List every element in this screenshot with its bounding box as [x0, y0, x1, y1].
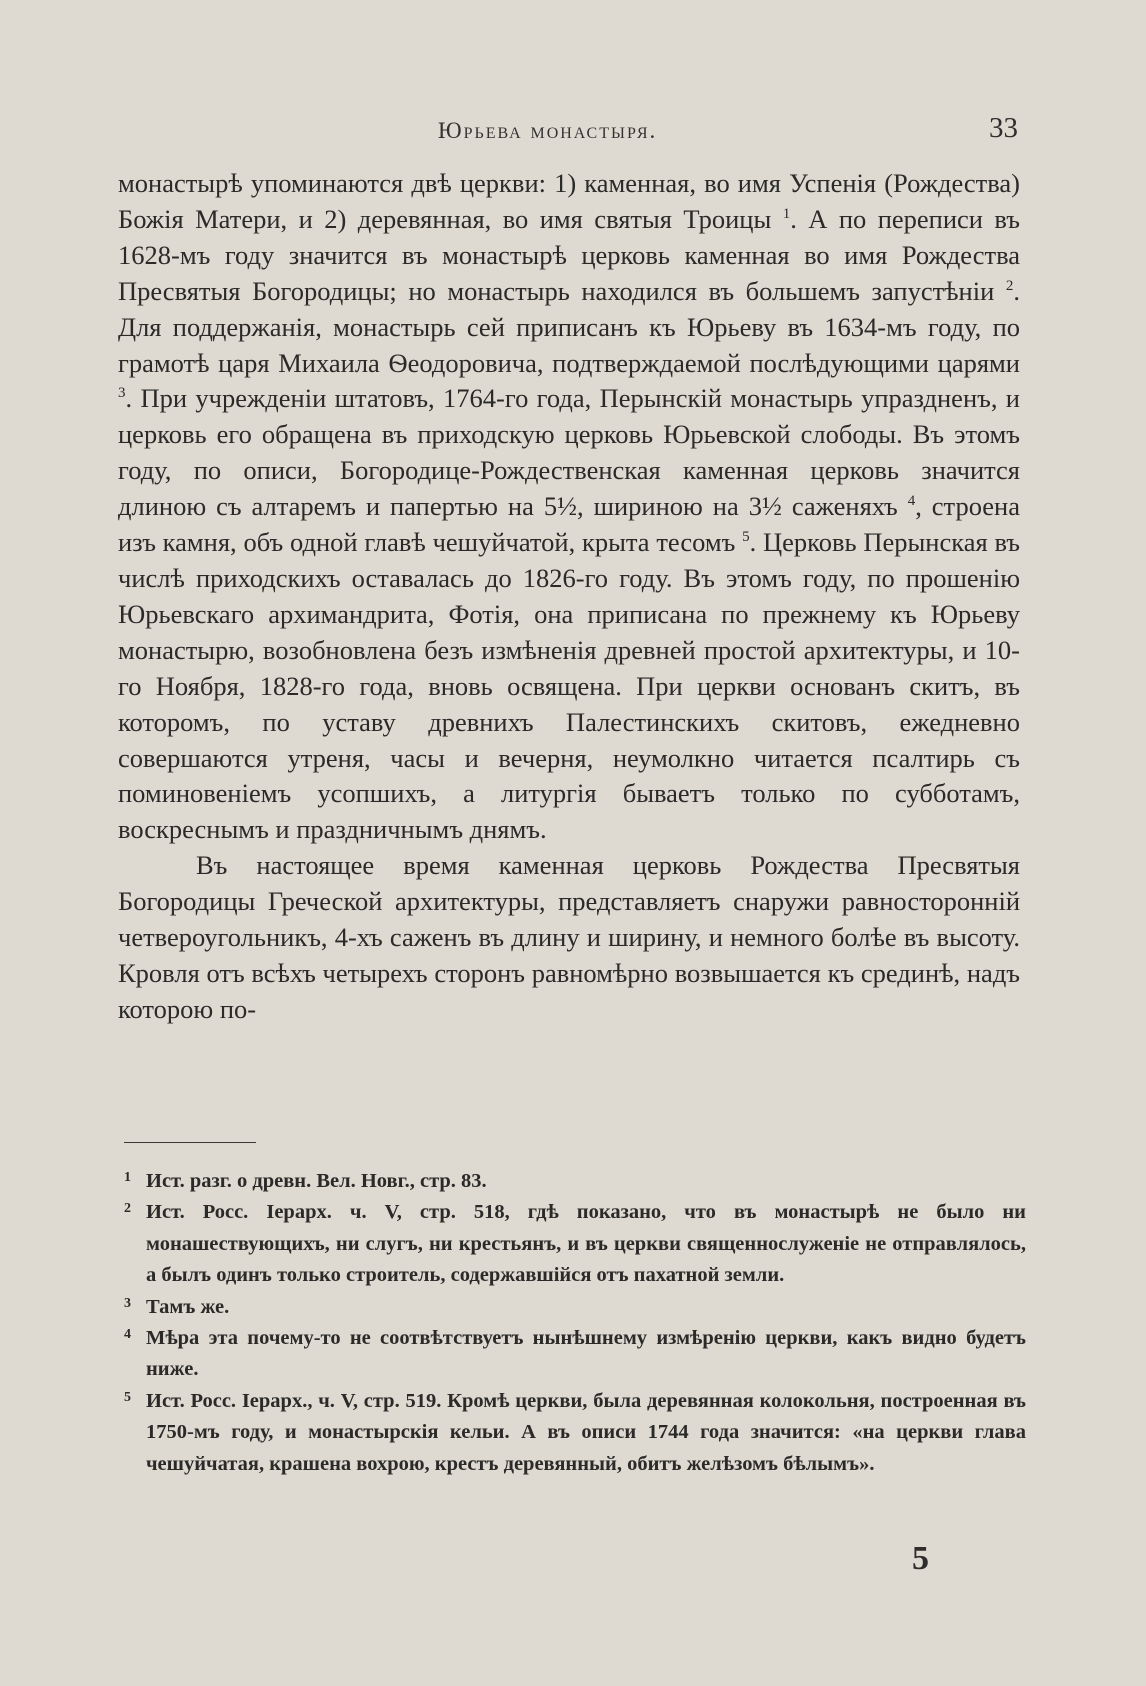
footnote [124, 1323, 1026, 1386]
footnote-mark: 5 [124, 1389, 131, 1405]
footnote-mark: 2 [124, 1201, 131, 1217]
footnote-mark: 3 [124, 1295, 131, 1311]
paragraph [118, 848, 1020, 1028]
signature-mark: 5 [912, 1540, 929, 1577]
footnote-text: Ист. Росс. Іерарх. ч. V, стр. 518, гдѣ показано, что въ монастырѣ не было ни монашествующихъ, ни слугъ, ни крестьянъ, и въ церкви священнослуженіе не отправлялось, а былъ одинъ только строитель, содержавшійся отъ пахатной земли. [146, 1201, 1026, 1287]
footnotes [124, 1166, 1026, 1480]
text-run: , строена изъ камня, объ одной главѣ чешуйчатой, крыта тесомъ [118, 491, 1020, 558]
footnote-text: Мѣра эта почему-то не соотвѣтствуетъ нынѣшнему измѣренію церкви, какъ видно будетъ ниже. [146, 1327, 1026, 1381]
text-run: Въ настоящее время каменная церковь Рождества Пресвятыя Богородицы Греческой архитектуры, представляетъ снаружи равносторонній четвероугольникъ, 4-хъ саженъ въ длину и ширину, и немного болѣе въ высоту. Кровля отъ всѣхъ четырехъ сторонъ равномѣрно возвышается къ срединѣ, надъ которою по- [118, 850, 1020, 1024]
footnote-mark: 1 [124, 1170, 131, 1185]
page-number: 33 [989, 112, 1018, 144]
footnote-reference: 2 [1005, 277, 1014, 294]
footnote-text: Ист. Росс. Іерарх., ч. V, стр. 519. Кромѣ церкви, была деревянная колокольня, построенная въ 1750-мъ году, и монастырскія кельи. А въ описи 1744 года значится: «на церкви глава чешуйчатая, крашена вохрою, крестъ деревянный, обитъ желѣзомъ бѣлымъ». [146, 1389, 1026, 1475]
text-run: монастырѣ упоминаются двѣ церкви: 1) каменная, во имя Успенія (Рождества) Божія Матери, и 2) деревянная, во имя святыя Троицы [118, 168, 1020, 234]
footnote-reference: 1 [782, 206, 791, 223]
footnote-mark: 4 [124, 1327, 131, 1343]
footnote [124, 1197, 1026, 1291]
footnote [124, 1386, 1026, 1480]
footnote-separator [124, 1142, 256, 1143]
text-run: . А по переписи въ 1628-мъ году значится въ монастырѣ церковь каменная во имя Рождества Пресвятыя Богородицы; но монастырь находился въ большемъ запустѣніи [118, 203, 1020, 306]
footnote-reference: 4 [907, 493, 916, 510]
footnote [124, 1166, 1026, 1197]
footnote [124, 1292, 1026, 1323]
text-run: . При учрежденіи штатовъ, 1764-го года, Перынскій монастырь упраздненъ, и церковь его обращена въ приходскую церковь Юрьевской слободы. Въ этомъ году, по описи, Богородице-Рождественская каменная церковь значится длиною съ алтаремъ и папертью на 5½, шириною на 3½ саженяхъ [118, 383, 1020, 522]
running-head: Юрьева монастыря. [438, 118, 658, 143]
footnote-reference: 3 [118, 385, 126, 402]
text-run: . Для поддержанія, монастырь сей приписанъ къ Юрьеву въ 1634-мъ году, по грамотѣ царя Михаила Ѳеодоровича, подтверждаемой послѣдующими царями [118, 275, 1020, 378]
footnote-text: Ист. разг. о древн. Вел. Новг., стр. 83. [146, 1170, 487, 1192]
footnote-reference: 5 [742, 529, 750, 546]
paragraph [118, 166, 1020, 848]
main-text [118, 166, 1020, 1028]
text-run: . Церковь Перынская въ числѣ приходскихъ оставалась до 1826-го году. Въ этомъ году, по прошенію Юрьевскаго архимандрита, Фотія, она приписана по прежнему къ Юрьеву монастырю, возобновлена безъ измѣненія древней простой архитектуры, и 10-го Ноября, 1828-го года, вновь освящена. При церкви основанъ скитъ, въ которомъ, по уставу древнихъ Палестинскихъ скитовъ, ежедневно совершаются утреня, часы и вечерня, неумолкно читается псалтирь съ поминовеніемъ усопшихъ, а литургія бываетъ только по субботамъ, воскреснымъ и праздничнымъ днямъ. [118, 527, 1020, 845]
page-header [118, 112, 1018, 152]
footnote-text: Тамъ же. [146, 1295, 230, 1318]
